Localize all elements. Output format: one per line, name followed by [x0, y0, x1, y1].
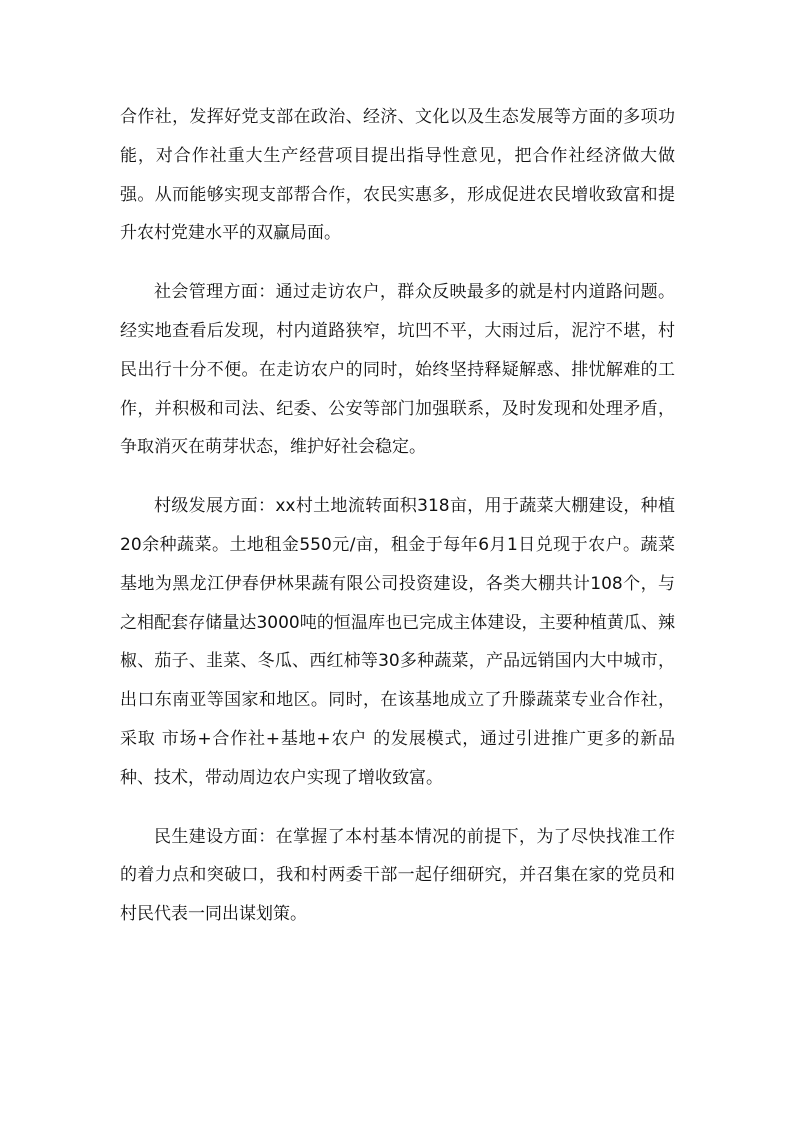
paragraph-livelihood: 民生建设方面：在掌握了本村基本情况的前提下，为了尽快找准工作的着力点和突破口，我和村两委干部一起仔细研究，并召集在家的党员和村民代表一同出谋划策。 — [120, 826, 675, 925]
paragraph-cooperative: 合作社，发挥好党支部在政治、经济、文化以及生态发展等方面的多项功能，对合作社重大生产经营项目提出指导性意见，把合作社经济做大做强。从而能够实现支部帮合作，农民实惠多，形成促进农民增收致富和提升农村党建水平的双赢局面。 — [120, 107, 675, 244]
paragraph-village-development: 村级发展方面：xx村土地流转面积318亩，用于蔬菜大棚建设，种植20余种蔬菜。土地租金550元/亩，租金于每年6月1日兑现于农户。蔬菜基地为黑龙江伊春伊林果蔬有限公司投资建设，各类大棚共计108个，与之相配套存储量达3000吨的恒温库也已完成主体建设，主要种植黄瓜、辣椒、茄子、韭菜、冬瓜、西红柿等30多种蔬菜，产品远销国内大中城市，出口东南亚等国家和地区。同时，在该基地成立了升滕蔬菜专业合作社，采取 市场+合作社+基地+农户 的发展模式，通过引进推广更多的新品种、技术，带动周边农户实现了增收致富。 — [120, 496, 675, 788]
paragraph-social-management: 社会管理方面：通过走访农户，群众反映最多的就是村内道路问题。经实地查看后发现，村内道路狭窄，坑凹不平，大雨过后，泥泞不堪，村民出行十分不便。在走访农户的同时，始终坚持释疑解惑、排忧解难的工作，并积极和司法、纪委、公安等部门加强联系，及时发现和处理矛盾，争取消灭在萌芽状态，维护好社会稳定。 — [120, 282, 675, 458]
document-body — [120, 98, 675, 954]
